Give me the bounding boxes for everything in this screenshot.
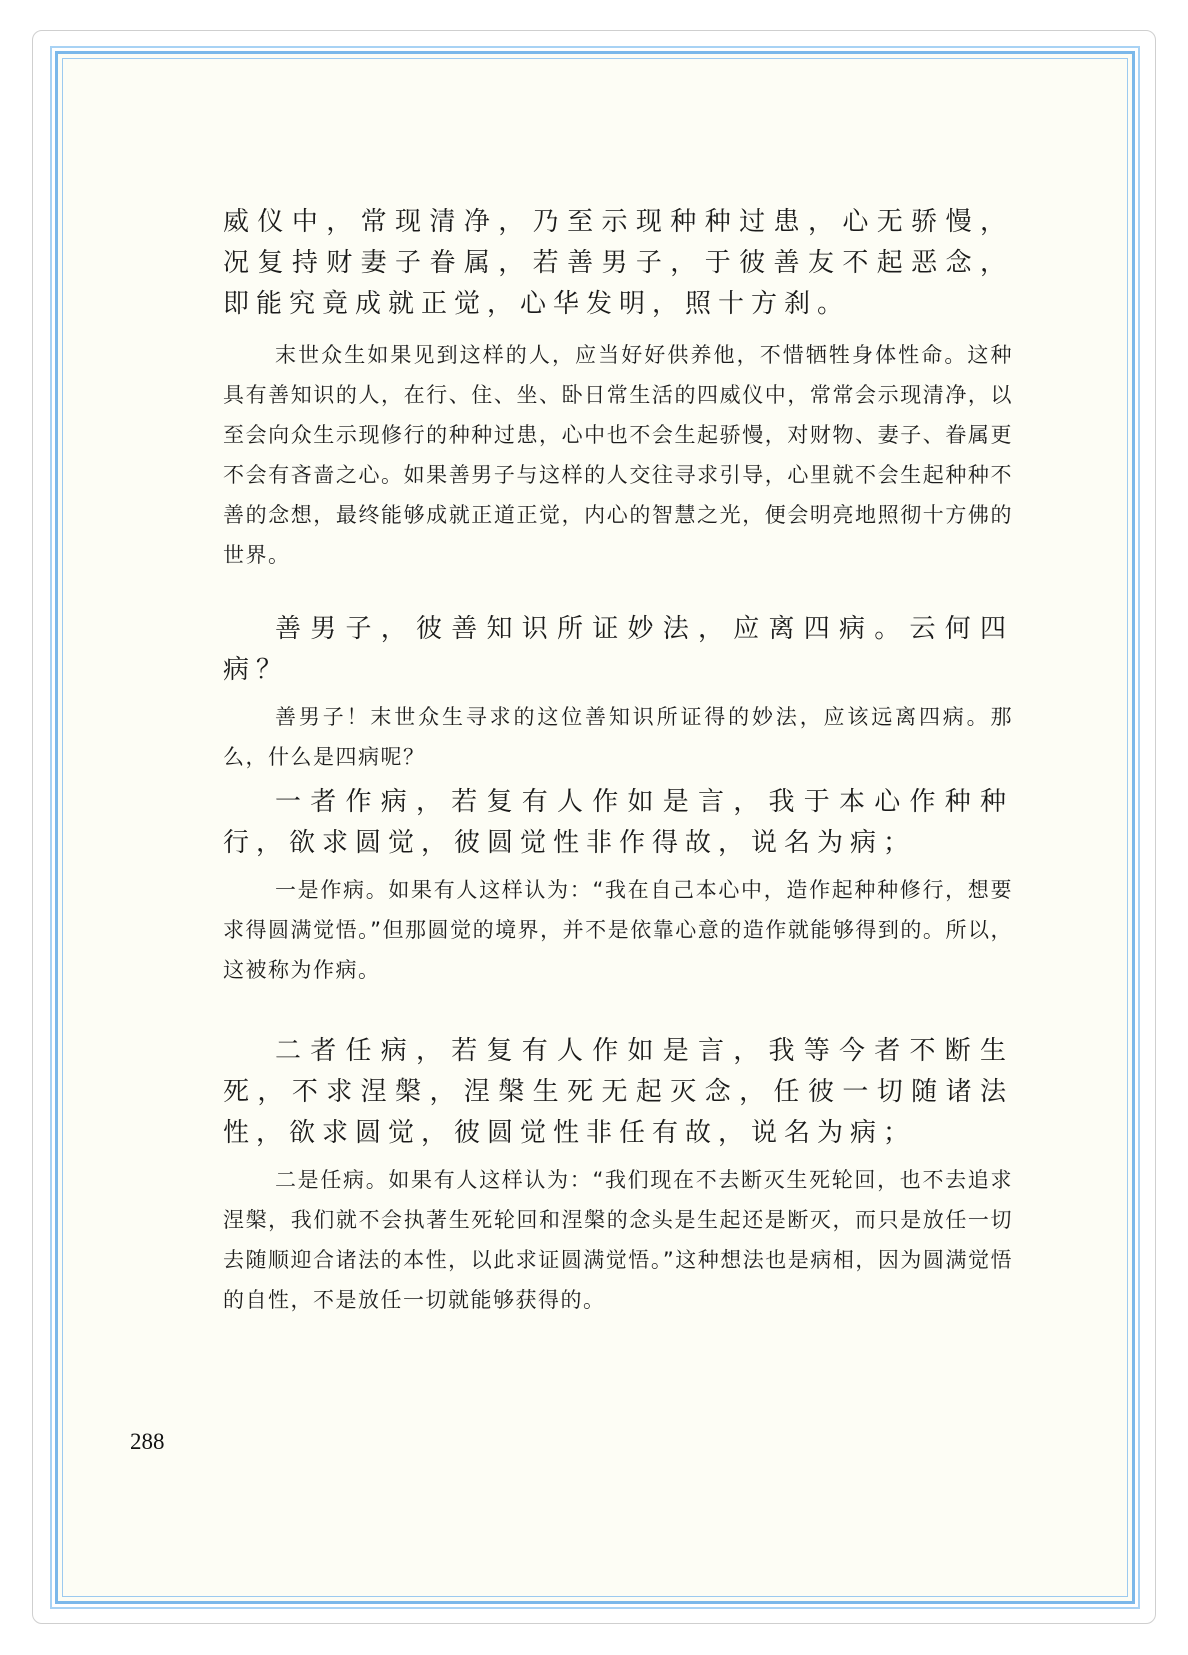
section-1 [223,202,1013,575]
page-number: 288 [130,1429,165,1454]
explanation-paragraph: 善男子！末世众生寻求的这位善知识所证得的妙法，应该远离四病。那么，什么是四病呢？ [223,705,1013,769]
explanation-paragraph: 一是作病。如果有人这样认为：“我在自己本心中，造作起种种修行，想要求得圆满觉悟。”但那圆觉的境界，并不是依靠心意的造作就能够得到的。所以，这被称为作病。 [223,878,1013,982]
explanation-paragraph: 末世众生如果见到这样的人，应当好好供养他，不惜牺牲身体性命。这种具有善知识的人，在行、住、坐、卧日常生活的四威仪中，常常会示现清净，以至会向众生示现修行的种种过患，心中也不会生起骄慢，对财物、妻子、眷属更不会有吝啬之心。如果善男子与这样的人交往寻求引导，心里就不会生起种种不善的念想，最终能够成就正道正觉，内心的智慧之光，便会明亮地照彻十方佛的世界。 [223,343,1013,567]
section-2 [223,609,1013,777]
sutra-verse: 善男子，彼善知识所证妙法，应离四病。云何四病？ [223,614,1013,685]
sutra-verse: 二者任病，若复有人作如是言，我等今者不断生死，不求涅槃，涅槃生死无起灭念，任彼一切随诸法性，欲求圆觉，彼圆觉性非任有故，说名为病； [223,1036,1013,1148]
sutra-verse: 威仪中，常现清净，乃至示现种种过患，心无骄慢，况复持财妻子眷属，若善男子，于彼善友不起恶念，即能究竟成就正觉，心华发明，照十方刹。 [223,207,1013,319]
section-4 [223,1031,1013,1320]
page-border [55,51,1135,1604]
section-3 [223,782,1013,990]
explanation-paragraph: 二是任病。如果有人这样认为：“我们现在不去断灭生死轮回，也不去追求涅槃，我们就不会执著生死轮回和涅槃的念头是生起还是断灭，而只是放任一切去随顺迎合诸法的本性，以此求证圆满觉悟。”这种想法也是病相，因为圆满觉悟的自性，不是放任一切就能够获得的。 [223,1168,1013,1312]
sutra-verse: 一者作病，若复有人作如是言，我于本心作种种行，欲求圆觉，彼圆觉性非作得故，说名为病； [223,787,1013,858]
